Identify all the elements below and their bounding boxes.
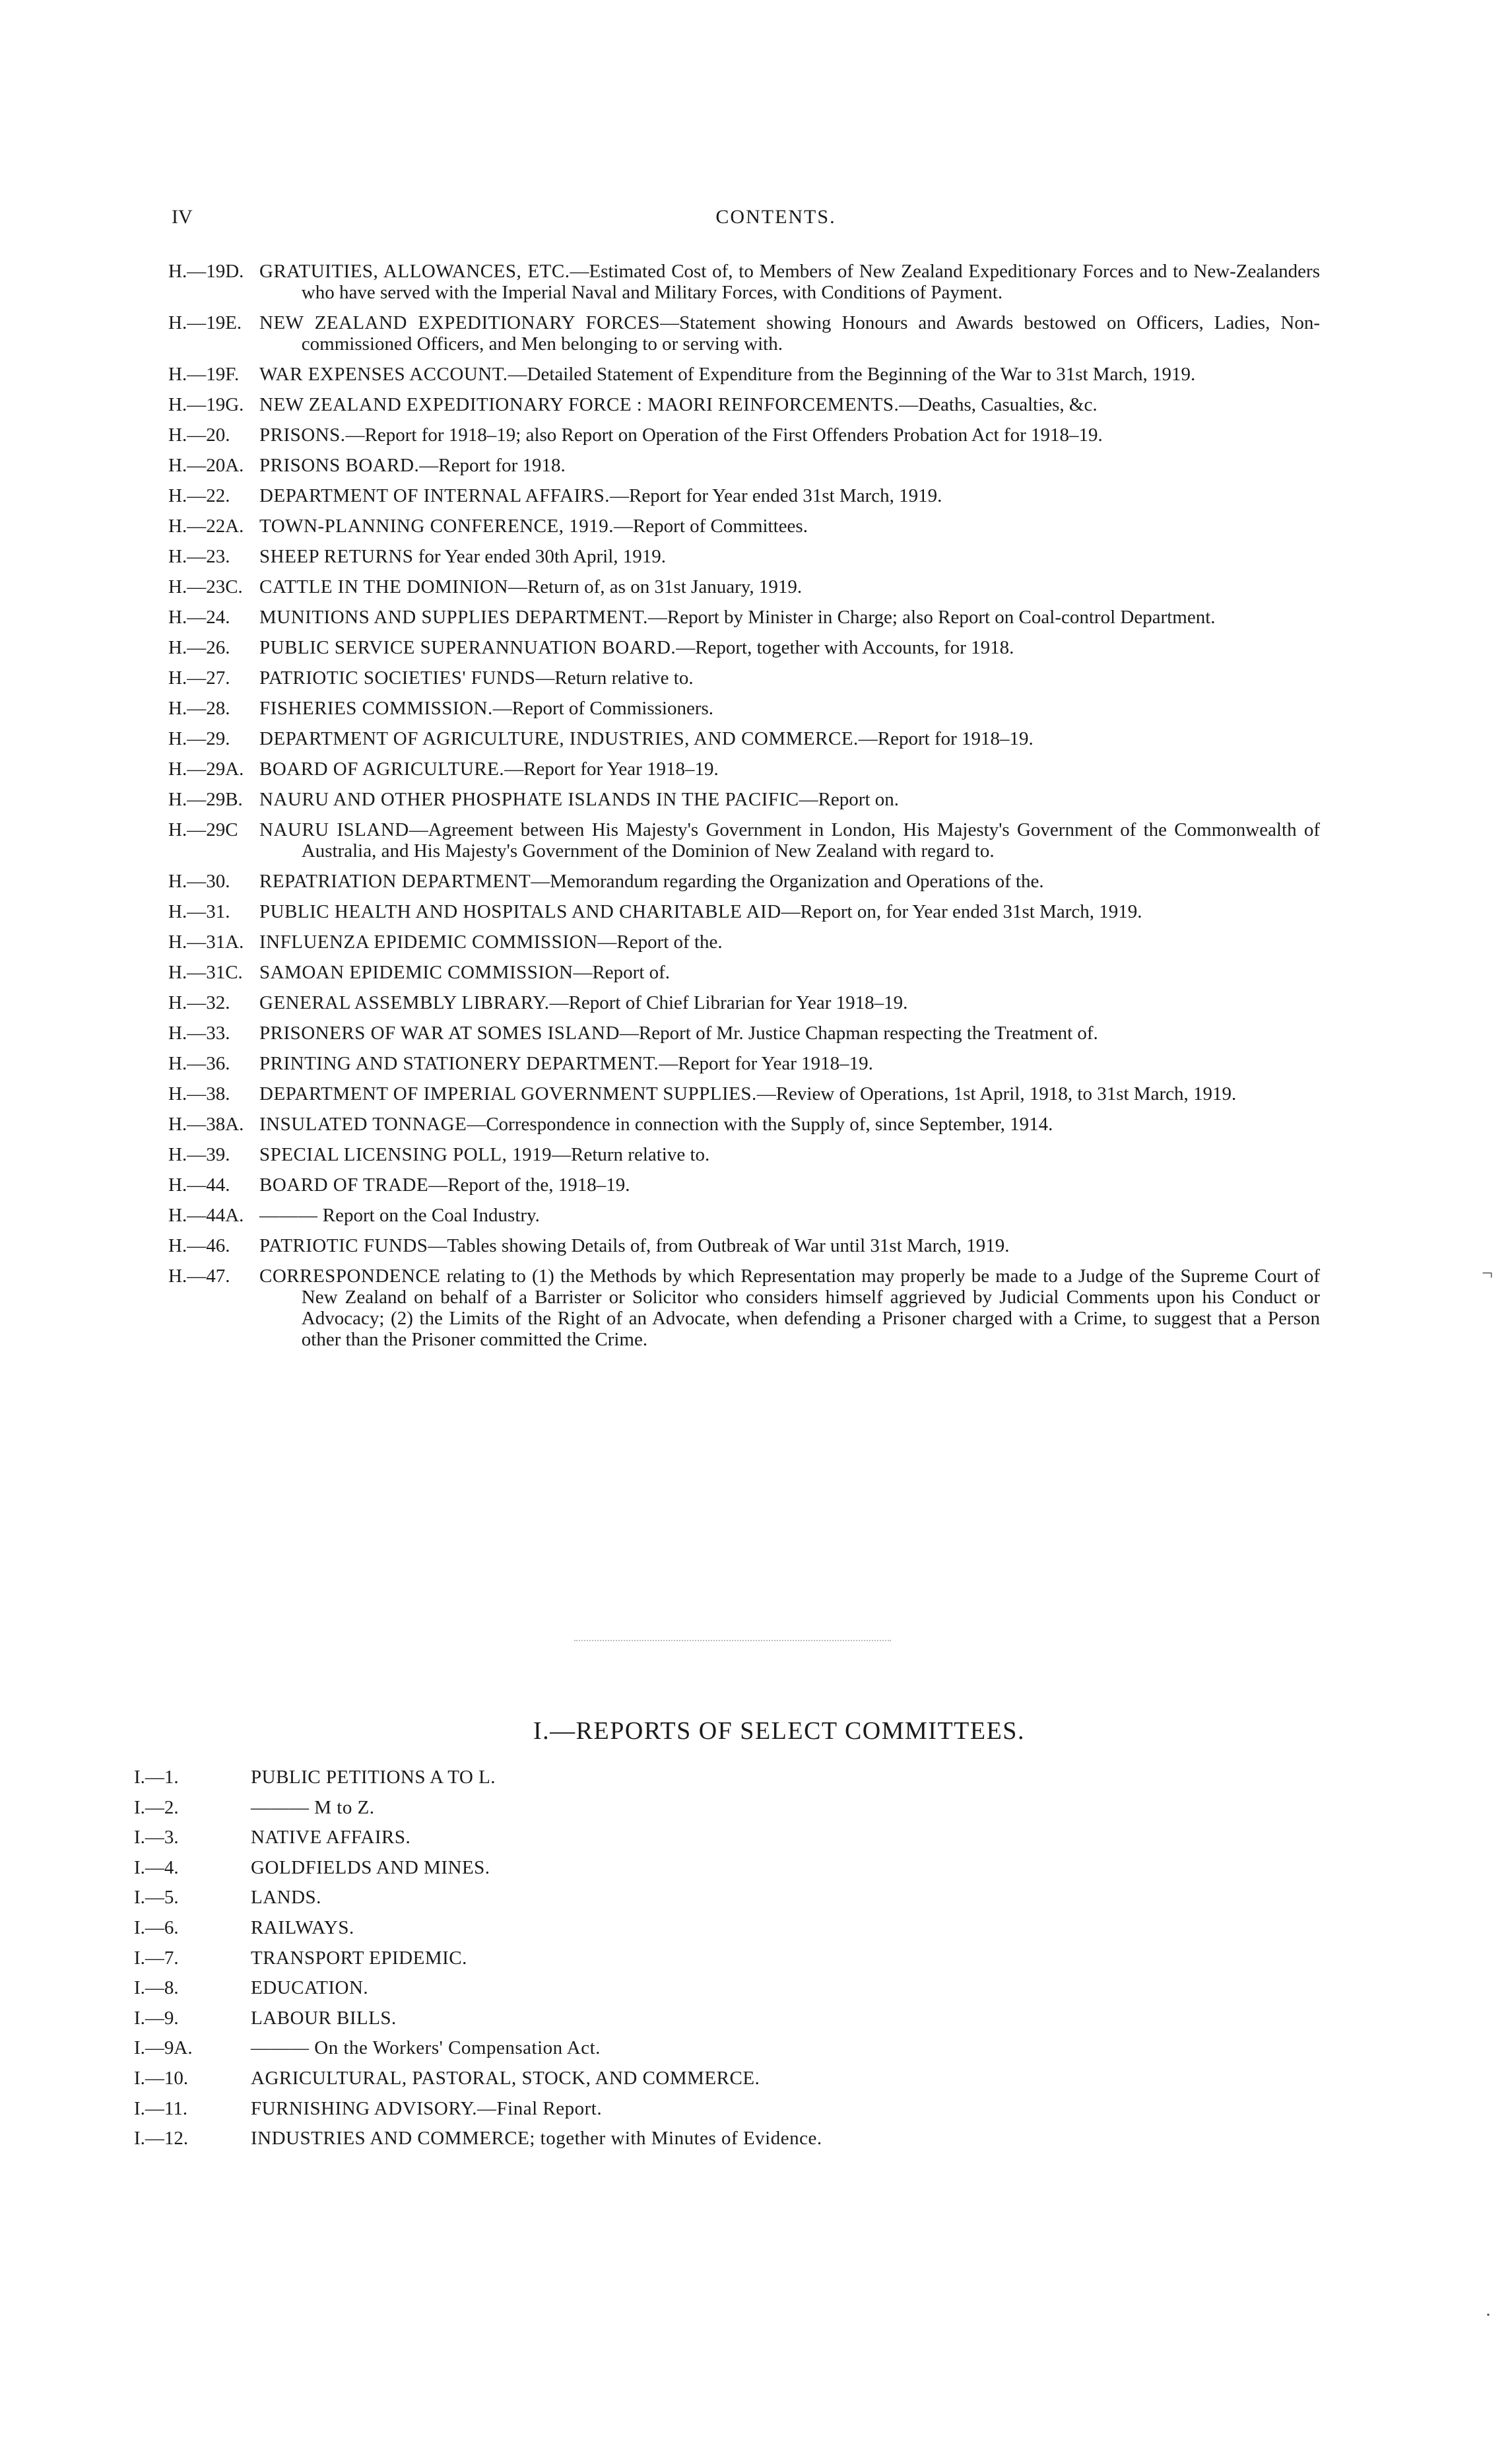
entry-description: —Report by Minister in Charge; also Report on Coal-control Department. <box>647 607 1216 628</box>
committee-text: ——— M to Z. <box>251 1796 375 1818</box>
entry-code: H.—31. <box>168 901 230 922</box>
entry-title: CATTLE IN THE DOMINION <box>259 576 508 597</box>
committee-code: I.—10. <box>134 2067 189 2089</box>
committee-text: AGRICULTURAL, PASTORAL, STOCK, AND COMMERCE. <box>251 2067 760 2089</box>
page-title: CONTENTS. <box>715 206 836 228</box>
entry-title: TOWN-PLANNING CONFERENCE, 1919. <box>259 516 614 537</box>
contents-entry <box>168 1174 1320 1196</box>
entry-title: NEW ZEALAND EXPEDITIONARY FORCES <box>259 312 661 333</box>
committee-entry <box>134 1857 1256 1878</box>
committee-entry <box>134 1977 1256 1998</box>
committee-code: I.—11. <box>134 2097 188 2119</box>
separator-dots <box>574 1640 891 1641</box>
entry-text <box>259 759 1320 780</box>
entry-text <box>259 728 1320 749</box>
entry-description: —Return relative to. <box>535 667 694 689</box>
contents-entry <box>168 698 1320 719</box>
contents-entry <box>168 759 1320 780</box>
margin-mark: · <box>1485 2304 1492 2326</box>
committee-text: EDUCATION. <box>251 1977 369 1999</box>
entry-code: H.—38. <box>168 1083 230 1104</box>
contents-entry <box>168 1205 1320 1226</box>
entry-title: INSULATED TONNAGE <box>259 1114 467 1135</box>
entry-title: DEPARTMENT OF INTERNAL AFFAIRS. <box>259 485 610 506</box>
entry-description: —Tables showing Details of, from Outbreak of War until 31st March, 1919. <box>428 1235 1010 1256</box>
contents-entry <box>168 364 1320 385</box>
entry-text <box>259 1205 1320 1226</box>
contents-entry <box>168 1266 1320 1350</box>
contents-entry <box>168 637 1320 658</box>
committee-entry <box>134 1887 1256 1908</box>
entry-description: —Report, together with Accounts, for 1918. <box>676 637 1014 658</box>
contents-entry <box>168 992 1320 1013</box>
contents-entry <box>168 667 1320 689</box>
contents-entry <box>168 932 1320 953</box>
contents-entry <box>168 576 1320 597</box>
entry-title: FISHERIES COMMISSION. <box>259 698 493 719</box>
committee-text: NATIVE AFFAIRS. <box>251 1827 411 1848</box>
entry-text <box>259 1023 1320 1044</box>
committee-code: I.—3. <box>134 1827 179 1848</box>
entry-code: H.—30. <box>168 871 230 892</box>
entry-description: —Detailed Statement of Expenditure from the Beginning of the War to 31st March, 1919. <box>508 364 1196 385</box>
committee-entry <box>134 2037 1256 2058</box>
committee-code: I.—9. <box>134 2007 179 2029</box>
contents-entry <box>168 1083 1320 1104</box>
entry-code: H.—28. <box>168 698 230 719</box>
entry-title: PATRIOTIC FUNDS <box>259 1235 428 1256</box>
entry-description: —Memorandum regarding the Organization and Operations of the. <box>531 871 1044 892</box>
committee-code: I.—5. <box>134 1887 179 1909</box>
contents-entry <box>168 516 1320 537</box>
entry-title: PATRIOTIC SOCIETIES' FUNDS <box>259 667 536 689</box>
entry-title: PRISONS. <box>259 424 346 446</box>
committee-text: LABOUR BILLS. <box>251 2007 397 2029</box>
contents-entry <box>168 962 1320 983</box>
entry-text <box>259 1083 1320 1104</box>
entry-text <box>259 667 1320 689</box>
committee-code: I.—1. <box>134 1767 179 1788</box>
margin-mark: ¬ <box>1482 1262 1493 1284</box>
entry-text <box>259 1053 1320 1074</box>
entry-title: NAURU AND OTHER PHOSPHATE ISLANDS IN THE PACIFIC <box>259 789 799 810</box>
entry-description: —Report for Year 1918–19. <box>504 759 719 780</box>
entry-text <box>259 261 1320 303</box>
entry-code: H.—20A. <box>168 455 244 476</box>
entry-text <box>259 516 1320 537</box>
entry-description: —Agreement between His Majesty's Government in London, His Majesty's Government of the Commonwealth of Australia, and His Majesty's Government of the Dominion of New Zealand with regard to. <box>301 819 1320 862</box>
entry-title: DEPARTMENT OF AGRICULTURE, INDUSTRIES, AND COMMERCE. <box>259 728 859 749</box>
entry-title: ——— <box>259 1205 318 1226</box>
committee-code: I.—2. <box>134 1796 179 1818</box>
committee-code: I.—8. <box>134 1977 179 1999</box>
entry-title: PUBLIC SERVICE SUPERANNUATION BOARD. <box>259 637 676 658</box>
entry-description: —Report for Year ended 31st March, 1919. <box>610 485 942 506</box>
entry-description: for Year ended 30th April, 1919. <box>413 546 667 567</box>
entry-title: WAR EXPENSES ACCOUNT. <box>259 364 508 385</box>
contents-entry <box>168 789 1320 810</box>
entry-title: GRATUITIES, ALLOWANCES, ETC. <box>259 261 570 282</box>
entry-title: PRISONERS OF WAR AT SOMES ISLAND <box>259 1023 620 1044</box>
committee-text: ——— On the Workers' Compensation Act. <box>251 2037 601 2059</box>
committee-text: LANDS. <box>251 1887 321 1909</box>
entry-description: —Report on, for Year ended 31st March, 1919. <box>781 901 1142 922</box>
entry-title: SPECIAL LICENSING POLL, 1919 <box>259 1144 552 1165</box>
contents-entry <box>168 871 1320 892</box>
entry-title: GENERAL ASSEMBLY LIBRARY. <box>259 992 550 1013</box>
entry-text <box>259 546 1320 567</box>
entry-code: H.—29A. <box>168 759 244 780</box>
committee-entry <box>134 2128 1256 2149</box>
entry-description: —Return of, as on 31st January, 1919. <box>508 576 803 597</box>
contents-entry <box>168 728 1320 749</box>
contents-entry <box>168 261 1320 303</box>
entry-text <box>259 1144 1320 1165</box>
contents-entry <box>168 1053 1320 1074</box>
entry-text <box>259 1235 1320 1256</box>
entry-text <box>259 424 1320 446</box>
contents-entry <box>168 1144 1320 1165</box>
contents-entry <box>168 901 1320 922</box>
entry-title: PUBLIC HEALTH AND HOSPITALS AND CHARITABLE AID <box>259 901 781 922</box>
entry-code: H.—44A. <box>168 1205 244 1226</box>
entry-description: —Report of the. <box>597 932 723 953</box>
entry-title: DEPARTMENT OF IMPERIAL GOVERNMENT SUPPLIES. <box>259 1083 757 1104</box>
contents-entry <box>168 1023 1320 1044</box>
entry-title: PRISONS BOARD. <box>259 455 420 476</box>
entry-title: NAURU ISLAND <box>259 819 409 840</box>
committee-entry <box>134 1767 1256 1788</box>
entry-text <box>259 932 1320 953</box>
entry-text <box>259 312 1320 355</box>
contents-entry <box>168 607 1320 628</box>
entry-code: H.—19D. <box>168 261 244 282</box>
entry-code: H.—33. <box>168 1023 230 1044</box>
committee-code: I.—9A. <box>134 2037 193 2059</box>
entry-text <box>259 992 1320 1013</box>
entry-text <box>259 698 1320 719</box>
committee-text: RAILWAYS. <box>251 1916 354 1938</box>
entry-code: H.—32. <box>168 992 230 1013</box>
entry-description: —Return relative to. <box>552 1144 710 1165</box>
entry-code: H.—27. <box>168 667 230 689</box>
entry-description: —Report for 1918. <box>419 455 566 476</box>
entry-title: INFLUENZA EPIDEMIC COMMISSION <box>259 932 598 953</box>
committee-entry <box>134 1917 1256 1938</box>
entry-code: H.—23C. <box>168 576 243 597</box>
entry-description: —Correspondence in connection with the Supply of, since September, 1914. <box>467 1114 1053 1135</box>
entry-text <box>259 789 1320 810</box>
committee-entry <box>134 2098 1256 2119</box>
entry-description: —Review of Operations, 1st April, 1918, to 31st March, 1919. <box>756 1083 1237 1104</box>
entry-title: NEW ZEALAND EXPEDITIONARY FORCE : MAORI REINFORCEMENTS. <box>259 394 900 415</box>
entry-description: —Report on. <box>799 789 900 810</box>
committee-text: GOLDFIELDS AND MINES. <box>251 1856 490 1878</box>
committee-text: FURNISHING ADVISORY.—Final Report. <box>251 2097 603 2119</box>
page-number: IV <box>172 206 193 228</box>
entry-title: REPATRIATION DEPARTMENT <box>259 871 531 892</box>
entry-code: H.—29C <box>168 819 238 840</box>
committee-entry <box>134 1948 1256 1969</box>
entry-code: H.—47. <box>168 1266 230 1287</box>
entry-text <box>259 364 1320 385</box>
entry-code: H.—19G. <box>168 394 244 415</box>
entry-text <box>259 819 1320 862</box>
contents-entry <box>168 424 1320 446</box>
entry-code: H.—22A. <box>168 516 244 537</box>
entry-text <box>259 1266 1320 1350</box>
entry-code: H.—46. <box>168 1235 230 1256</box>
committee-text: INDUSTRIES AND COMMERCE; together with Minutes of Evidence. <box>251 2128 822 2150</box>
entry-description: —Report of. <box>573 962 671 983</box>
entry-title: BOARD OF AGRICULTURE. <box>259 759 505 780</box>
entry-code: H.—29B. <box>168 789 243 810</box>
entry-description: —Deaths, Casualties, &c. <box>899 394 1098 415</box>
entry-description: —Statement showing Honours and Awards bestowed on Officers, Ladies, Non-commissioned Officers, and Men belonging to or serving with. <box>301 312 1320 355</box>
entry-title: BOARD OF TRADE <box>259 1174 429 1196</box>
entry-title: SAMOAN EPIDEMIC COMMISSION <box>259 962 574 983</box>
contents-entry <box>168 1235 1320 1256</box>
entry-description: —Estimated Cost of, to Members of New Zealand Expeditionary Forces and to New-Zealanders who have served with the Imperial Naval and Military Forces, with Conditions of Payment. <box>301 261 1320 303</box>
section-heading: I.—REPORTS OF SELECT COMMITTEES. <box>533 1717 1025 1745</box>
committee-entry <box>134 2068 1256 2089</box>
committee-text: PUBLIC PETITIONS A TO L. <box>251 1767 496 1788</box>
entry-text <box>259 871 1320 892</box>
entry-text <box>259 1174 1320 1196</box>
entry-description: —Report of Committees. <box>613 516 808 537</box>
entry-code: H.—20. <box>168 424 230 446</box>
entry-text <box>259 962 1320 983</box>
committees-list <box>134 1767 1256 2158</box>
committee-entry <box>134 2008 1256 2029</box>
entry-text <box>259 901 1320 922</box>
committee-code: I.—7. <box>134 1947 179 1969</box>
entry-description: —Report for 1918–19; also Report on Operation of the First Offenders Probation Act for 1918–19. <box>345 424 1103 446</box>
contents-entry <box>168 455 1320 476</box>
entry-text <box>259 455 1320 476</box>
committee-code: I.—12. <box>134 2128 189 2150</box>
entry-description: —Report of the, 1918–19. <box>428 1174 630 1196</box>
contents-entry <box>168 1114 1320 1135</box>
committee-text: TRANSPORT EPIDEMIC. <box>251 1947 467 1969</box>
entry-code: H.—38A. <box>168 1114 244 1135</box>
entry-text <box>259 1114 1320 1135</box>
entry-code: H.—44. <box>168 1174 230 1196</box>
entry-code: H.—22. <box>168 485 230 506</box>
entry-title: SHEEP RETURNS <box>259 546 414 567</box>
entry-description: Report on the Coal Industry. <box>317 1205 540 1226</box>
committee-code: I.—6. <box>134 1916 179 1938</box>
entry-code: H.—23. <box>168 546 230 567</box>
entry-text <box>259 394 1320 415</box>
entry-code: H.—31C. <box>168 962 243 983</box>
entry-title: PRINTING AND STATIONERY DEPARTMENT. <box>259 1053 659 1074</box>
entry-description: —Report of Commissioners. <box>492 698 714 719</box>
entry-description: —Report of Chief Librarian for Year 1918–19. <box>549 992 908 1013</box>
contents-list <box>168 261 1320 1359</box>
entry-code: H.—19E. <box>168 312 242 333</box>
entry-text <box>259 607 1320 628</box>
entry-text <box>259 576 1320 597</box>
entry-text <box>259 637 1320 658</box>
entry-code: H.—39. <box>168 1144 230 1165</box>
entry-code: H.—31A. <box>168 932 244 953</box>
committee-code: I.—4. <box>134 1856 179 1878</box>
entry-title: MUNITIONS AND SUPPLIES DEPARTMENT. <box>259 607 648 628</box>
entry-description: —Report for Year 1918–19. <box>659 1053 873 1074</box>
entry-code: H.—36. <box>168 1053 230 1074</box>
contents-entry <box>168 394 1320 415</box>
entry-code: H.—19F. <box>168 364 240 385</box>
entry-description: relating to (1) the Methods by which Representation may properly be made to a Judge of the Supreme Court of New Zealand on behalf of a Barrister or Solicitor who considers himself aggrieved by Judicial Comments upon his Conduct or Advocacy; (2) the Limits of the Right of an Advocate, when defending a Prisoner charged with a Crime, to suggest that a Person other than the Prisoner committed the Crime. <box>301 1266 1320 1350</box>
contents-entry <box>168 819 1320 862</box>
entry-description: —Report for 1918–19. <box>858 728 1034 749</box>
committee-entry <box>134 1827 1256 1848</box>
committee-entry <box>134 1797 1256 1818</box>
contents-entry <box>168 485 1320 506</box>
contents-entry <box>168 312 1320 355</box>
entry-text <box>259 485 1320 506</box>
entry-code: H.—29. <box>168 728 230 749</box>
entry-code: H.—24. <box>168 607 230 628</box>
entry-code: H.—26. <box>168 637 230 658</box>
entry-description: —Report of Mr. Justice Chapman respecting the Treatment of. <box>619 1023 1098 1044</box>
entry-title: CORRESPONDENCE <box>259 1266 441 1287</box>
contents-entry <box>168 546 1320 567</box>
